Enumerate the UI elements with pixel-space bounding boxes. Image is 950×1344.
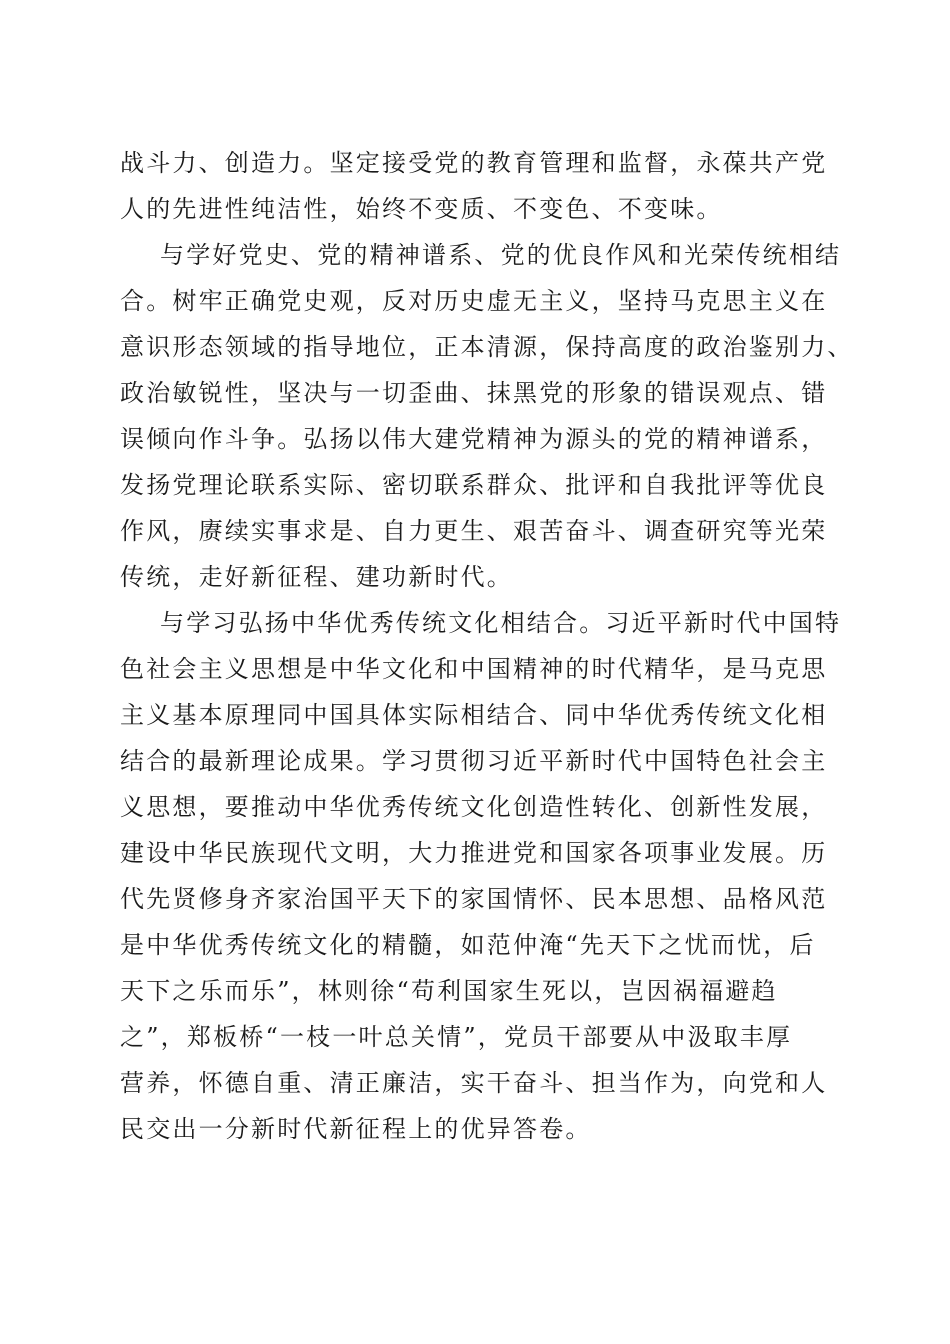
text-line: 建设中华民族现代文明，大力推进党和国家各项事业发展。历 — [120, 839, 828, 867]
text-line: 作风，赓续实事求是、自力更生、艰苦奋斗、调查研究等光荣 — [120, 517, 828, 545]
text-line: 误倾向作斗争。弘扬以伟大建党精神为源头的党的精神谱系， — [120, 425, 828, 453]
paragraph-start-line: 与学习弘扬中华优秀传统文化相结合。习近平新时代中国特 — [160, 609, 842, 637]
text-line: 是中华优秀传统文化的精髓，如范仲淹“先天下之忧而忧，后 — [120, 931, 816, 959]
text-line: 合。树牢正确党史观，反对历史虚无主义，坚持马克思主义在 — [120, 287, 828, 315]
text-line: 义思想，要推动中华优秀传统文化创造性转化、创新性发展， — [120, 793, 828, 821]
text-line: 代先贤修身齐家治国平天下的家国情怀、民本思想、品格风范 — [120, 885, 828, 913]
text-line: 人的先进性纯洁性，始终不变质、不变色、不变味。 — [120, 195, 723, 223]
text-line: 战斗力、创造力。坚定接受党的教育管理和监督，永葆共产党 — [120, 149, 828, 177]
text-line: 之”，郑板桥“一枝一叶总关情”，党员干部要从中汲取丰厚 — [120, 1023, 793, 1051]
text-line: 意识形态领域的指导地位，正本清源，保持高度的政治鉴别力、 — [120, 333, 854, 361]
text-line: 政治敏锐性，坚决与一切歪曲、抹黑党的形象的错误观点、错 — [120, 379, 828, 407]
text-line: 天下之乐而乐”，林则徐“苟利国家生死以，岂因祸福避趋 — [120, 977, 778, 1005]
text-line: 民交出一分新时代新征程上的优异答卷。 — [120, 1115, 592, 1143]
text-line: 色社会主义思想是中华文化和中国精神的时代精华，是马克思 — [120, 655, 828, 683]
text-line: 发扬党理论联系实际、密切联系群众、批评和自我批评等优良 — [120, 471, 828, 499]
text-line: 传统，走好新征程、建功新时代。 — [120, 563, 513, 591]
text-line: 主义基本原理同中国具体实际相结合、同中华优秀传统文化相 — [120, 701, 828, 729]
paragraph-start-line: 与学好党史、党的精神谱系、党的优良作风和光荣传统相结 — [160, 241, 842, 269]
text-line: 结合的最新理论成果。学习贯彻习近平新时代中国特色社会主 — [120, 747, 828, 775]
text-line: 营养，怀德自重、清正廉洁，实干奋斗、担当作为，向党和人 — [120, 1069, 828, 1097]
